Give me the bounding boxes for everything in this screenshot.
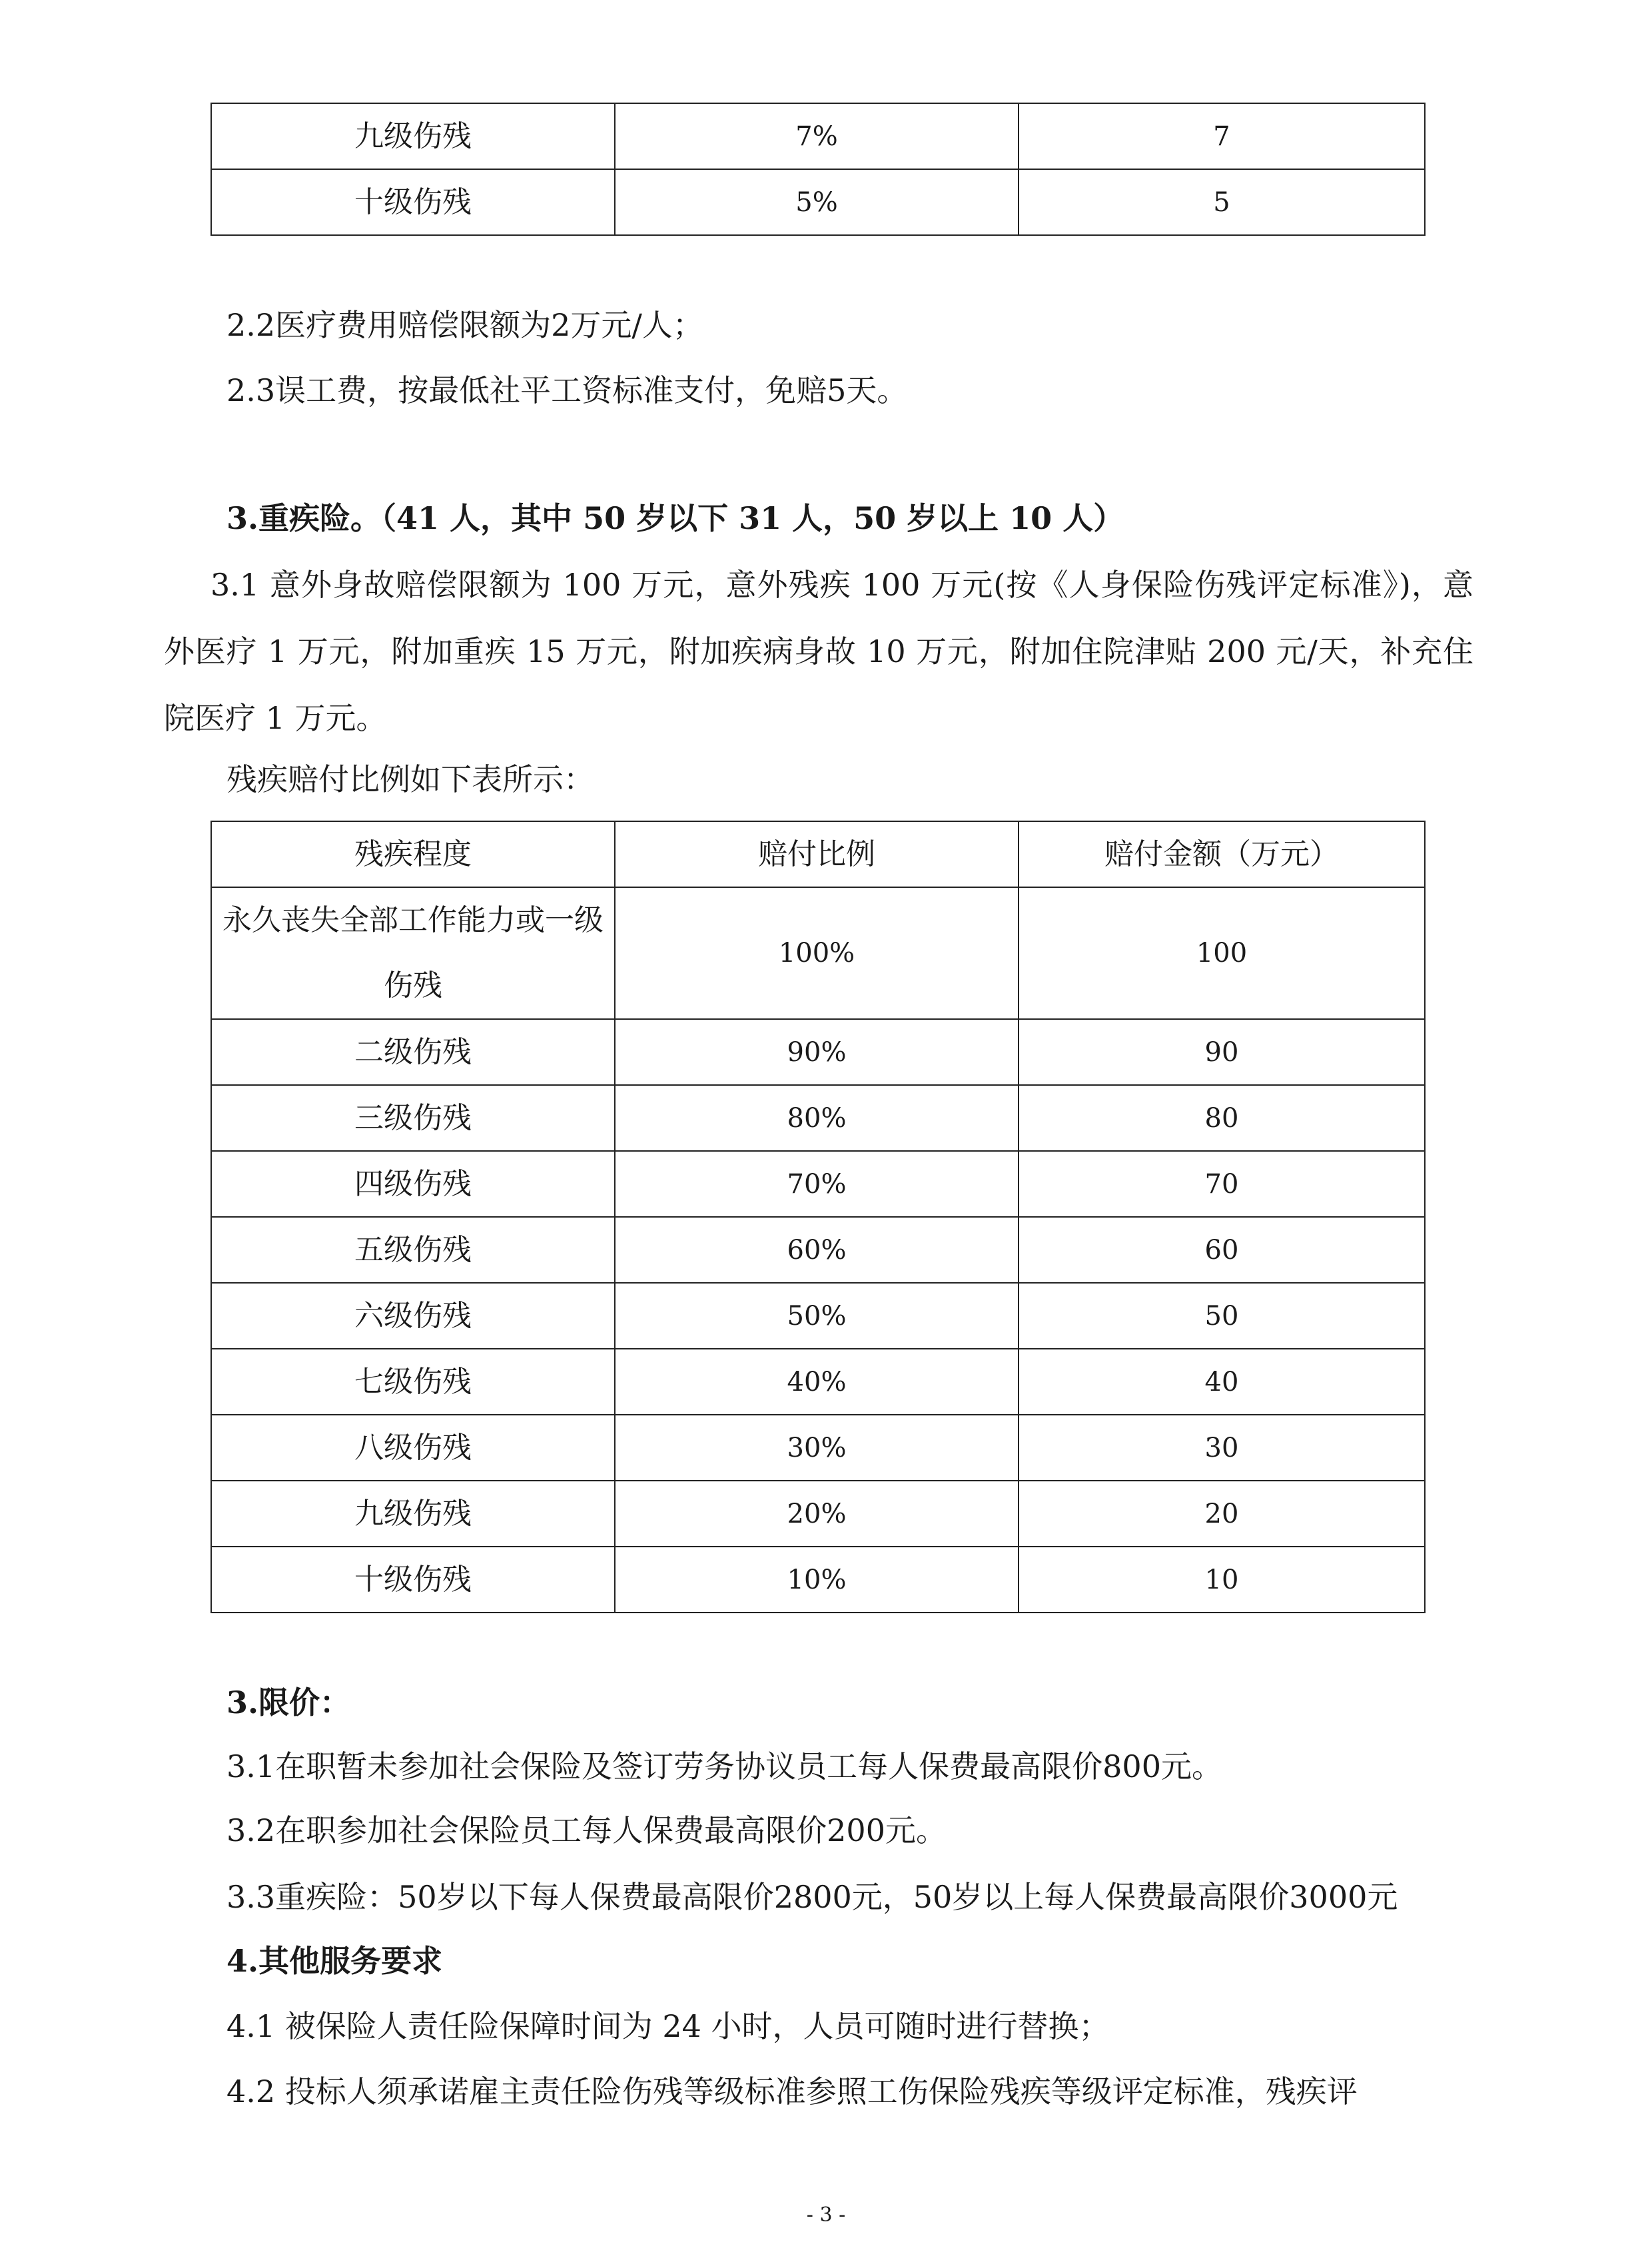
page-number: - 3 -: [806, 2203, 846, 2227]
table-cell-level: 八级伤残: [211, 1415, 615, 1481]
header-amount: 赔付金额（万元）: [1019, 821, 1425, 887]
critical-illness-text: 3.1 意外身故赔偿限额为 100 万元，意外残疾 100 万元(按《人身保险伤残评定标准》)，意外医疗 1 万元，附加重疾 15 万元，附加疾病身故 10 万元，附加住院津贴 200 元/天，补充住院医疗 1 万元。: [164, 567, 1473, 736]
requirement-item-4-2: 4.2 投标人须承诺雇主责任险伤残等级标准参照工伤保险残疾等级评定标准，残疾评: [226, 2073, 1358, 2109]
table-cell-level: 十级伤残: [211, 169, 615, 235]
table-cell-amount: 30: [1019, 1415, 1425, 1481]
table-cell-level: 永久丧失全部工作能力或一级伤残: [211, 887, 615, 1019]
price-limit-item-3: 3.3重疾险：50岁以下每人保费最高限价2800元，50岁以上每人保费最高限价3000元: [226, 1879, 1398, 1915]
table-cell-ratio: 5%: [615, 169, 1019, 235]
table-row: [211, 103, 1425, 169]
top-disability-table: [210, 103, 1426, 236]
table-row: [211, 169, 1425, 235]
table-cell-amount: 10: [1019, 1547, 1425, 1613]
table-row: [211, 1415, 1425, 1481]
table-row: [211, 1481, 1425, 1547]
table-cell-amount: 40: [1019, 1349, 1425, 1415]
table-row: [211, 1547, 1425, 1613]
table-cell-amount: 7: [1019, 103, 1425, 169]
table-cell-amount: 60: [1019, 1217, 1425, 1283]
table-row: [211, 1349, 1425, 1415]
critical-illness-heading: 3.重疾险。（41 人，其中 50 岁以下 31 人，50 岁以上 10 人）: [226, 500, 1124, 536]
table-header-row: [211, 821, 1425, 887]
table-cell-ratio: 90%: [615, 1019, 1019, 1085]
price-limit-item-2: 3.2在职参加社会保险员工每人保费最高限价200元。: [226, 1812, 947, 1848]
table-intro-text: 残疾赔付比例如下表所示：: [226, 761, 594, 797]
table-row: [211, 1151, 1425, 1217]
table-cell-amount: 70: [1019, 1151, 1425, 1217]
table-cell-level: 九级伤残: [211, 103, 615, 169]
table-cell-level: 五级伤残: [211, 1217, 615, 1283]
table-cell-ratio: 100%: [615, 887, 1019, 1019]
table-cell-ratio: 50%: [615, 1283, 1019, 1349]
table-cell-ratio: 7%: [615, 103, 1019, 169]
other-requirements-heading: 4.其他服务要求: [226, 1943, 443, 1979]
table-cell-level: 六级伤残: [211, 1283, 615, 1349]
table-cell-level: 二级伤残: [211, 1019, 615, 1085]
table-row: [211, 1283, 1425, 1349]
table-cell-amount: 50: [1019, 1283, 1425, 1349]
header-level: 残疾程度: [211, 821, 615, 887]
table-row: [211, 1217, 1425, 1283]
table-cell-ratio: 30%: [615, 1415, 1019, 1481]
table-cell-level: 三级伤残: [211, 1085, 615, 1151]
price-limit-heading: 3.限价：: [226, 1684, 351, 1720]
table-cell-amount: 100: [1019, 887, 1425, 1019]
table-cell-amount: 80: [1019, 1085, 1425, 1151]
lost-wage-text: 2.3误工费，按最低社平工资标准支付，免赔5天。: [226, 372, 908, 408]
table-cell-level: 七级伤残: [211, 1349, 615, 1415]
table-row: [211, 1085, 1425, 1151]
table-cell-amount: 20: [1019, 1481, 1425, 1547]
table-cell-ratio: 20%: [615, 1481, 1019, 1547]
table-cell-amount: 90: [1019, 1019, 1425, 1085]
medical-limit-text: 2.2医疗费用赔偿限额为2万元/人；: [226, 307, 703, 343]
table-row: [211, 1019, 1425, 1085]
table-cell-ratio: 70%: [615, 1151, 1019, 1217]
table-cell-level: 四级伤残: [211, 1151, 615, 1217]
table-cell-ratio: 10%: [615, 1547, 1019, 1613]
critical-illness-paragraph: [164, 552, 1473, 751]
disability-table: [210, 821, 1426, 1613]
table-cell-ratio: 80%: [615, 1085, 1019, 1151]
table-cell-level: 十级伤残: [211, 1547, 615, 1613]
table-row: [211, 887, 1425, 1019]
table-cell-ratio: 40%: [615, 1349, 1019, 1415]
table-cell-amount: 5: [1019, 169, 1425, 235]
table-cell-ratio: 60%: [615, 1217, 1019, 1283]
table-cell-level: 九级伤残: [211, 1481, 615, 1547]
price-limit-item-1: 3.1在职暂未参加社会保险及签订劳务协议员工每人保费最高限价800元。: [226, 1748, 1222, 1784]
requirement-item-4-1: 4.1 被保险人责任险保障时间为 24 小时，人员可随时进行替换；: [226, 2008, 1110, 2044]
header-ratio: 赔付比例: [615, 821, 1019, 887]
